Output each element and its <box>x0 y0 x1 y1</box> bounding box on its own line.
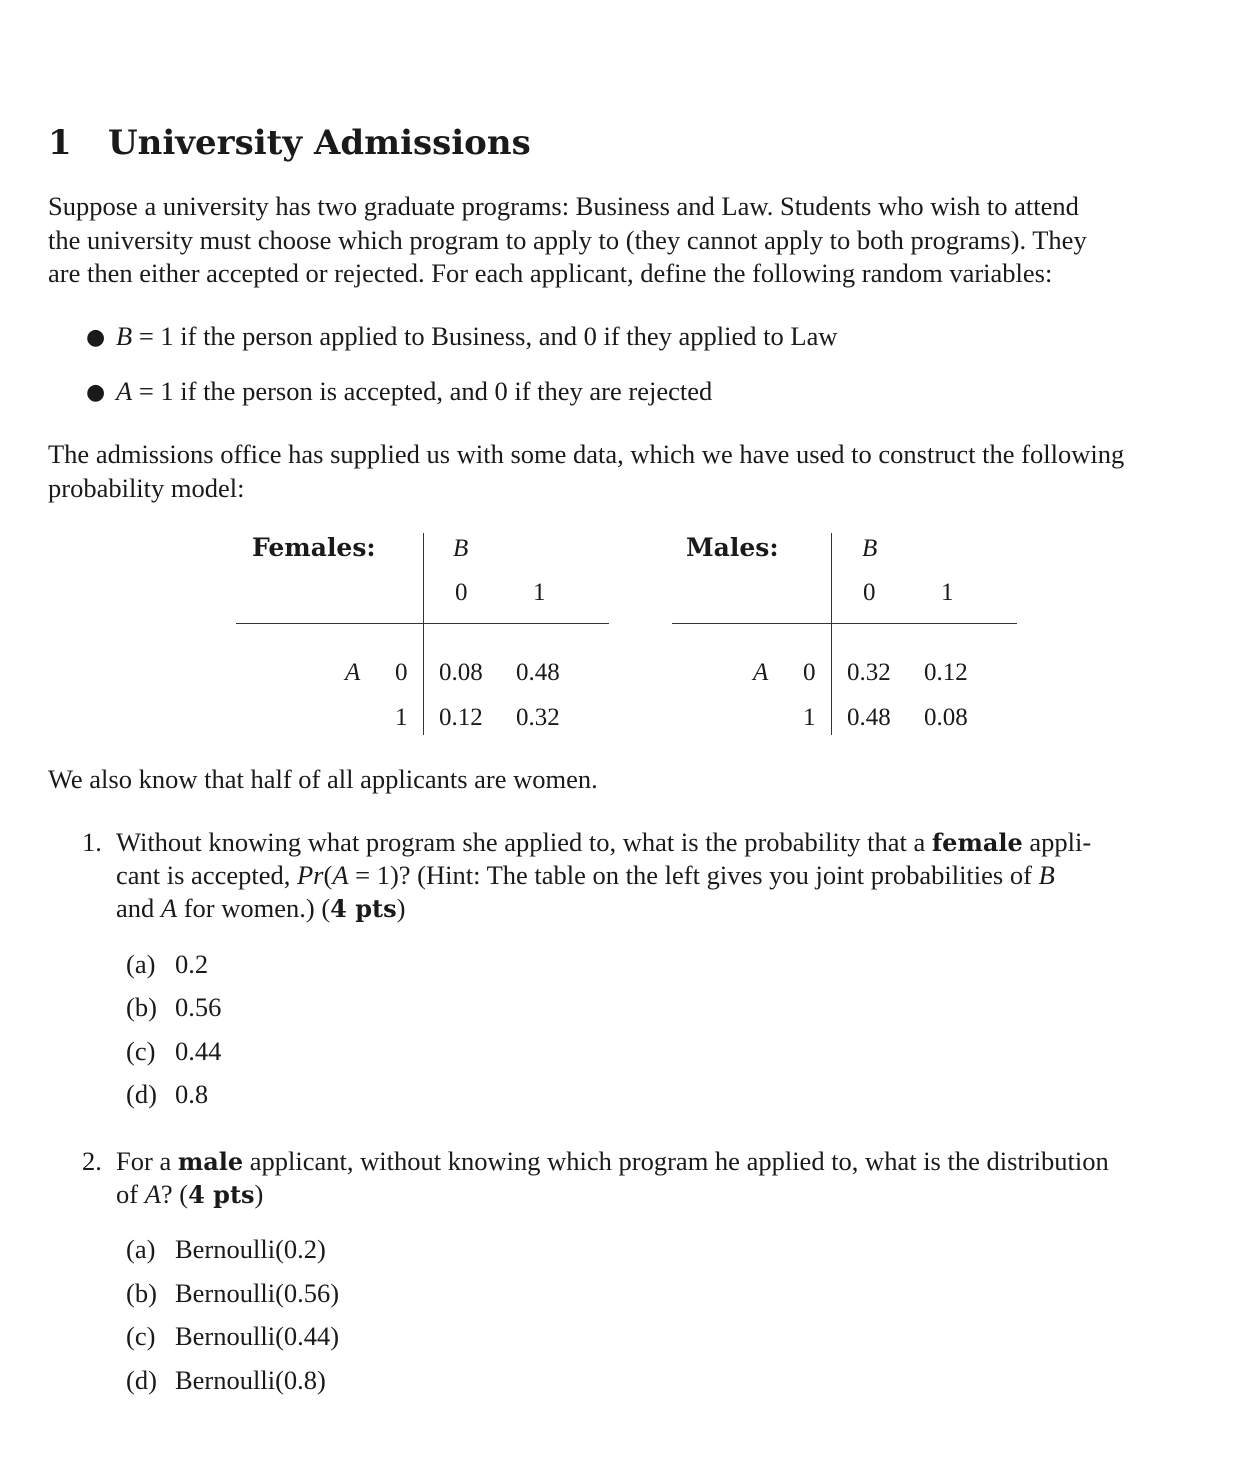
q2-option-c: (c) Bernoulli(0.44) <box>126 1321 340 1351</box>
table-cell: 0.12 <box>924 659 968 686</box>
note-text: We also know that half of all applicants are women. <box>48 764 598 794</box>
row-var-label: A <box>345 659 361 686</box>
q2-option-d: (d) Bernoulli(0.8) <box>126 1365 326 1395</box>
q1-option-a: (a) 0.2 <box>126 949 209 979</box>
females-label: Females: <box>252 533 376 562</box>
question-1-line-1: Without knowing what program she applied to, what is the probability that a female appli- <box>116 827 1092 857</box>
row-header: 1 <box>803 704 816 731</box>
bullet-text: = 1 if the person applied to Business, and 0 if they applied to Law <box>132 321 838 351</box>
row-header: 0 <box>395 659 408 686</box>
data-intro-line-2: probability model: <box>48 473 245 503</box>
question-1-number: 1. <box>82 827 102 857</box>
intro-line-1: Suppose a university has two graduate programs: Business and Law. Students who wish to attend <box>48 191 1079 221</box>
table-divider <box>831 533 832 735</box>
var-a: A <box>116 376 133 406</box>
col-header: 1 <box>941 579 954 606</box>
col-var-label: B <box>453 535 469 562</box>
col-header: 0 <box>863 579 876 606</box>
table-cell: 0.48 <box>516 659 560 686</box>
q1-option-c: (c) 0.44 <box>126 1036 222 1066</box>
col-header: 1 <box>533 579 546 606</box>
bullet-item-b <box>116 321 837 352</box>
row-header: 0 <box>803 659 816 686</box>
row-var-label: A <box>753 659 769 686</box>
question-2-number: 2. <box>82 1146 102 1176</box>
males-label: Males: <box>686 533 779 562</box>
bullet-text: = 1 if the person is accepted, and 0 if they are rejected <box>132 376 713 406</box>
bullet-dot-icon: ● <box>86 325 106 350</box>
table-cell: 0.08 <box>924 704 968 731</box>
table-divider <box>423 533 424 735</box>
intro-line-3: are then either accepted or rejected. For each applicant, define the following random variables: <box>48 258 1053 288</box>
table-divider <box>672 623 1017 624</box>
table-cell: 0.08 <box>439 659 483 686</box>
q2-option-a: (a) Bernoulli(0.2) <box>126 1234 326 1264</box>
row-header: 1 <box>395 704 408 731</box>
question-1-line-2: cant is accepted, Pr(A = 1)? (Hint: The table on the left gives you joint probabilities of B <box>116 860 1055 890</box>
question-2-line-2: of A? (4 pts) <box>116 1179 264 1209</box>
table-cell: 0.12 <box>439 704 483 731</box>
intro-line-2: the university must choose which program to apply to (they cannot apply to both programs). They <box>48 225 1087 255</box>
question-2-line-1: For a male applicant, without knowing which program he applied to, what is the distribution <box>116 1146 1109 1176</box>
bullet-dot-icon: ● <box>86 380 106 405</box>
question-1-line-3: and A for women.) (4 pts) <box>116 893 406 923</box>
var-b: B <box>116 321 133 351</box>
data-intro-line-1: The admissions office has supplied us with some data, which we have used to construct the following <box>48 439 1125 469</box>
section-number: 1 <box>48 123 72 163</box>
section-title: University Admissions <box>108 123 531 163</box>
table-cell: 0.32 <box>516 704 560 731</box>
q1-option-b: (b) 0.56 <box>126 992 222 1022</box>
q1-option-d: (d) 0.8 <box>126 1079 209 1109</box>
table-cell: 0.32 <box>847 659 891 686</box>
col-var-label: B <box>862 535 878 562</box>
bullet-item-a <box>116 376 712 407</box>
q2-option-b: (b) Bernoulli(0.56) <box>126 1278 340 1308</box>
col-header: 0 <box>455 579 468 606</box>
table-cell: 0.48 <box>847 704 891 731</box>
